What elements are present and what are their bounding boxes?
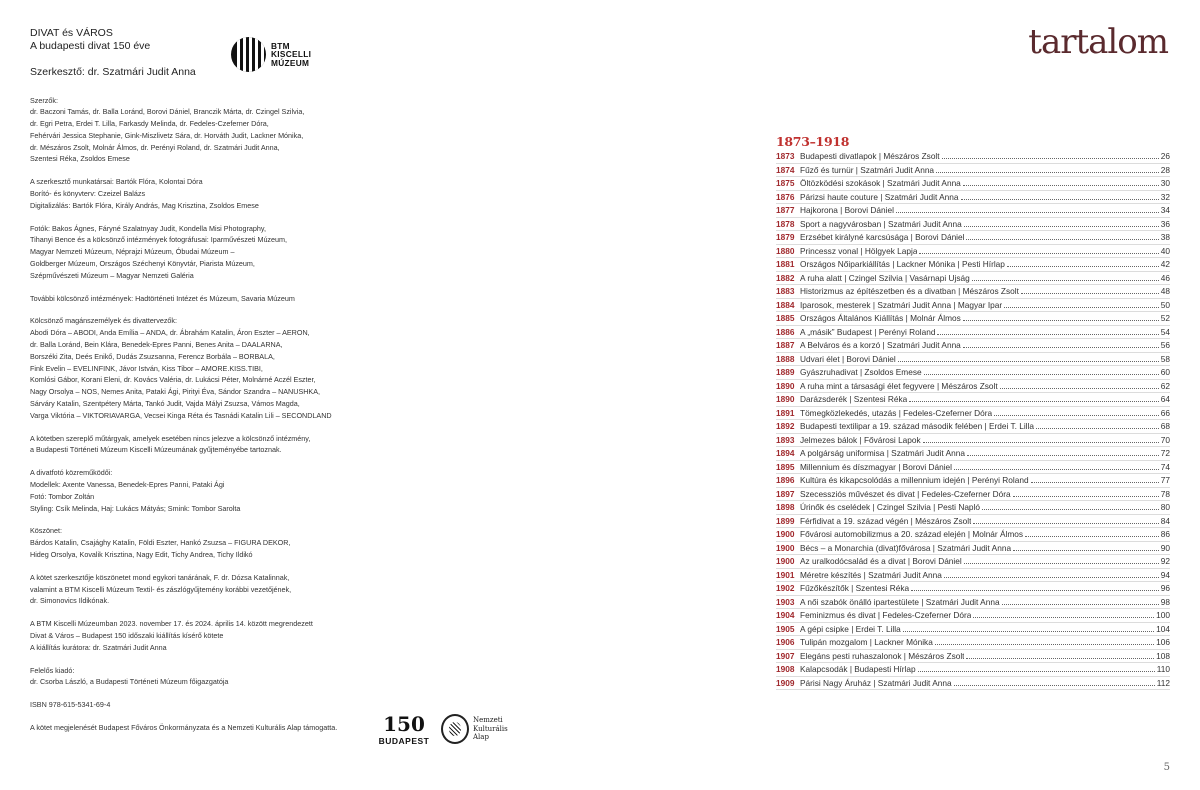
toc-leader-dots <box>972 280 1159 281</box>
toc-page-number: 58 <box>1160 353 1170 364</box>
toc-entry[interactable] <box>776 663 1170 677</box>
toc-entry[interactable] <box>776 299 1170 313</box>
imprint-line: a Budapesti Történeti Múzeum Kiscelli Múzeumának gyűjteményébe tartoznak. <box>30 445 282 455</box>
toc-page-number: 98 <box>1160 596 1170 607</box>
toc-year: 1909 <box>776 677 795 688</box>
toc-leader-dots <box>936 172 1159 173</box>
toc-title: Tömegközlekedés, utazás | Fedeles-Czeferner Dóra <box>800 407 993 418</box>
btm-logo-line2: KISCELLI <box>271 49 312 60</box>
imprint-block <box>30 525 410 560</box>
toc-leader-dots <box>963 185 1159 186</box>
toc-title: Úrinők és cselédek | Czingel Szilvia | Pesti Napló <box>800 502 981 512</box>
toc-leader-dots <box>924 374 1159 375</box>
toc-leader-dots <box>1004 307 1159 308</box>
imprint-line: Nagy Orsolya – NOS, Nemes Anita, Pataki Ági, Pirityi Éva, Sándor Szandra – NANUSHKA, <box>30 387 321 397</box>
toc-page-number: 40 <box>1160 245 1170 256</box>
imprint-line: A kiállítás kurátora: dr. Szatmári Judit Anna <box>30 642 167 652</box>
imprint-column <box>30 27 410 734</box>
toc-leader-dots <box>1031 482 1159 483</box>
toc-page-number: 70 <box>1160 434 1170 445</box>
toc-year: 1903 <box>776 596 795 607</box>
toc-leader-dots <box>1025 536 1159 537</box>
toc-page-number: 84 <box>1160 515 1170 526</box>
toc-page-number: 78 <box>1160 488 1170 499</box>
toc-year: 1874 <box>776 164 795 175</box>
toc-entry[interactable] <box>776 366 1170 380</box>
btm-logo-line3: MÚZEUM <box>271 57 310 68</box>
budapest-150-logo <box>378 712 430 756</box>
toc-leader-dots <box>1007 266 1159 267</box>
toc-entry[interactable] <box>776 636 1170 650</box>
toc-leader-dots <box>896 212 1159 213</box>
imprint-line: Fink Evelin – EVELINFINK, Jávor István, Kiss Tibor – AMORE.KISS.TIBI, <box>30 363 263 373</box>
toc-year: 1886 <box>776 326 795 337</box>
imprint-line: dr. Baczoni Tamás, dr. Balla Loránd, Borovi Dániel, Branczik Márta, dr. Czingel Szilvia, <box>30 107 305 117</box>
imprint-block <box>30 467 410 514</box>
toc-page-number: 28 <box>1160 164 1170 175</box>
toc-year: 1880 <box>776 245 795 256</box>
toc-title: Erzsébet királyné karcsúsága | Borovi Dániel <box>800 232 965 242</box>
btm-kiscelli-logo <box>231 37 311 72</box>
budapest-150-icon: 150 <box>383 712 425 736</box>
toc-entry[interactable] <box>776 515 1170 529</box>
toc-entry[interactable] <box>776 204 1170 218</box>
toc-title: Kultúra és kikapcsolódás a millennium idején | Perényi Roland <box>800 475 1029 485</box>
toc-entry[interactable] <box>776 312 1170 326</box>
toc-year: 1878 <box>776 218 795 229</box>
toc-page-number: 86 <box>1160 529 1170 539</box>
toc-entry[interactable] <box>776 407 1170 421</box>
imprint-block <box>30 572 410 607</box>
toc-entry[interactable] <box>776 150 1170 164</box>
toc-title: Fővárosi automobilizmus a 20. század elején | Molnár Álmos <box>800 529 1024 539</box>
toc-year: 1890 <box>776 380 795 391</box>
page-number: 5 <box>1163 762 1170 773</box>
toc-year: 1895 <box>776 461 795 472</box>
imprint-line: Hideg Orsolya, Kovalik Krisztina, Nagy Edit, Tichy Andrea, Tichy Ildikó <box>30 550 253 559</box>
toc-entry[interactable] <box>776 218 1170 232</box>
toc-page-number: 94 <box>1160 569 1170 580</box>
toc-entry[interactable] <box>776 555 1170 569</box>
toc-title: A Belváros és a korzó | Szatmári Judit Anna <box>800 340 961 350</box>
toc-title: Hajkorona | Borovi Dániel <box>800 205 894 215</box>
toc-page-number: 77 <box>1160 475 1170 485</box>
toc-title: Tulipán mozgalom | Lackner Mónika <box>800 637 933 647</box>
toc-year: 1883 <box>776 286 795 296</box>
toc-page-number: 32 <box>1160 191 1170 202</box>
imprint-line: dr. Balla Loránd, Bein Klára, Benedek-Epres Panni, Benes Anita – DAALARNA, <box>30 340 283 350</box>
editor-line: Szerkesztő: dr. Szatmári Judit Anna <box>30 66 196 78</box>
toc-title: Elegáns pesti ruhaszalonok | Mészáros Zsolt <box>800 650 965 661</box>
toc-entry[interactable] <box>776 380 1170 394</box>
toc-leader-dots <box>935 644 1154 645</box>
imprint-line: A kötetben szereplő műtárgyak, amelyek esetében nincs jelezve a kölcsönző intézmény, <box>30 433 311 443</box>
nka-logo-text <box>473 716 508 742</box>
toc-title: Historizmus az építészetben és a divatban | Mészáros Zsolt <box>800 286 1019 296</box>
toc-page-number: 112 <box>1156 677 1170 688</box>
toc-title: Országos Nőiparkiállítás | Lackner Mónika | Pesti Hírlap <box>800 259 1005 269</box>
toc-page-number: 96 <box>1160 583 1170 593</box>
toc-year: 1901 <box>776 569 795 580</box>
toc-title: Országos Általános Kiállítás | Molnár Álmos <box>800 313 961 323</box>
toc-page-number: 48 <box>1160 286 1170 296</box>
toc-title: Princessz vonal | Hölgyek Lapja <box>800 245 918 256</box>
toc-page-number: 60 <box>1160 367 1170 377</box>
toc-title: Udvari élet | Borovi Dániel <box>800 353 896 364</box>
toc-year: 1882 <box>776 272 795 283</box>
imprint-line: Abodi Dóra – ABODI, Anda Emília – ANDA, dr. Ábrahám Katalin, Áron Eszter – AERON, <box>30 328 310 338</box>
imprint-block <box>30 223 410 282</box>
toc-title: Bécs – a Monarchia (divat)fővárosa | Szatmári Judit Anna <box>800 542 1012 553</box>
toc-title: Férfidivat a 19. század végén | Mészáros Zsolt <box>800 515 972 526</box>
toc-entry[interactable] <box>776 447 1170 461</box>
toc-year: 1885 <box>776 313 795 323</box>
nka-logo-line2: Kulturális <box>473 724 508 733</box>
toc-leader-dots <box>923 442 1159 443</box>
toc-page-number: 64 <box>1160 394 1170 404</box>
toc-leader-dots <box>982 509 1159 510</box>
toc-entry[interactable] <box>776 191 1170 205</box>
btm-logo-text <box>271 42 311 68</box>
toc-leader-dots <box>1021 293 1159 294</box>
imprint-line: Sárváry Katalin, Szentpétery Márta, Tankó Judit, Vajda Mályi Zsuzsa, Vámos Magda, <box>30 399 300 409</box>
toc-page-number: 34 <box>1160 205 1170 215</box>
toc-leader-dots <box>919 253 1158 254</box>
toc-year: 1894 <box>776 448 795 458</box>
toc-year: 1899 <box>776 515 795 526</box>
toc-entry[interactable] <box>776 609 1170 623</box>
toc-page-number: 100 <box>1156 610 1170 620</box>
toc-year: 1900 <box>776 556 795 566</box>
toc-title: Feminizmus és divat | Fedeles-Czeferner Dóra <box>800 610 972 620</box>
toc-page-number: 72 <box>1160 448 1170 458</box>
toc-page-number: 68 <box>1160 421 1170 431</box>
toc-entry[interactable] <box>776 542 1170 556</box>
btm-logo-line1: BTM <box>271 40 290 51</box>
toc-entry[interactable] <box>776 501 1170 515</box>
btm-stripes-icon <box>231 37 266 72</box>
toc-title: A polgárság uniformisa | Szatmári Judit Anna <box>800 448 965 458</box>
toc-leader-dots <box>944 577 1159 578</box>
toc-entry[interactable] <box>776 461 1170 475</box>
toc-leader-dots <box>1036 428 1159 429</box>
toc-entry[interactable] <box>776 528 1170 542</box>
imprint-line: A kötet megjelenését Budapest Főváros Önkormányzata és a Nemzeti Kulturális Alap támogatta. <box>30 722 338 732</box>
toc-year: 1877 <box>776 205 795 215</box>
imprint-block <box>30 433 410 457</box>
toc-leader-dots <box>963 347 1159 348</box>
toc-year: 1905 <box>776 623 795 634</box>
imprint-line: Divat & Város – Budapest 150 időszaki kiállítás kísérő kötete <box>30 630 224 640</box>
toc-leader-dots <box>963 320 1159 321</box>
toc-entry[interactable] <box>776 596 1170 610</box>
toc-year: 1875 <box>776 178 795 188</box>
toc-entry[interactable] <box>776 164 1170 178</box>
toc-page-number: 108 <box>1156 650 1170 661</box>
imprint-line: Szépművészeti Múzeum – Magyar Nemzeti Galéria <box>30 270 194 280</box>
toc-title: Millennium és díszmagyar | Borovi Dániel <box>800 461 953 472</box>
toc-leader-dots <box>1002 604 1159 605</box>
toc-entry[interactable] <box>776 677 1170 691</box>
imprint-block <box>30 665 410 689</box>
book-title-line1: DIVAT és VÁROS <box>30 27 113 39</box>
imprint-line: Fotó: Tombor Zoltán <box>30 491 95 501</box>
imprint-line: Köszönet: <box>30 526 62 536</box>
imprint-line: A kötet szerkesztője köszönetet mond egykori tanárának, F. dr. Dózsa Katalinnak, <box>30 572 290 582</box>
toc-title: Budapesti textilipar a 19. század második felében | Erdei T. Lilla <box>800 421 1034 431</box>
toc-year: 1889 <box>776 367 795 377</box>
toc-page-number: 80 <box>1160 502 1170 512</box>
toc-title: A női szabók önálló ipartestülete | Szatmári Judit Anna <box>800 596 1000 607</box>
toc-leader-dots <box>973 617 1154 618</box>
imprint-line: Magyar Nemzeti Múzeum, Néprajzi Múzeum, Óbudai Múzeum – <box>30 247 235 257</box>
imprint-line: Varga Viktória – VIKTORIAVARGA, Vecsei Kinga Réta és Tasnádi Katalin Lili – SECONDLAND <box>30 410 332 420</box>
toc-page-number: 104 <box>1156 623 1170 634</box>
toc-year: 1907 <box>776 650 795 661</box>
toc-page-number: 110 <box>1156 664 1170 674</box>
toc-entry[interactable] <box>776 623 1170 637</box>
toc-page-number: 92 <box>1160 556 1170 566</box>
toc-leader-dots <box>918 671 1155 672</box>
imprint-line: További kölcsönző intézmények: Hadtörténeti Intézet és Múzeum, Savaria Múzeum <box>30 293 295 303</box>
imprint-line: Fehérvári Jessica Stephanie, Gink-Miszlivetz Sára, dr. Horváth Judit, Lackner Mónika, <box>30 130 304 140</box>
toc-leader-dots <box>903 631 1154 632</box>
toc-page-number: 54 <box>1160 326 1170 337</box>
imprint-block <box>30 722 410 734</box>
toc-entry[interactable] <box>776 488 1170 502</box>
era-heading: 1873–1918 <box>776 134 850 149</box>
toc-entry[interactable] <box>776 569 1170 583</box>
imprint-line: Styling: Csík Melinda, Haj: Lukács Mátyás; Smink: Tombor Sarolta <box>30 503 241 513</box>
toc-page-number: 36 <box>1160 218 1170 229</box>
toc-leader-dots <box>964 563 1159 564</box>
toc-entry[interactable] <box>776 177 1170 191</box>
toc-page-number: 56 <box>1160 340 1170 350</box>
toc-year: 1873 <box>776 151 795 161</box>
toc-leader-dots <box>961 199 1159 200</box>
toc-title: Az uralkodócsalád és a divat | Borovi Dániel <box>800 556 962 566</box>
toc-entry[interactable] <box>776 353 1170 367</box>
toc-page-number: 26 <box>1160 151 1170 161</box>
toc-title: Fűző és turnür | Szatmári Judit Anna <box>800 164 935 175</box>
toc-entry[interactable] <box>776 650 1170 664</box>
toc-page-number: 30 <box>1160 178 1170 188</box>
imprint-line: Tihanyi Bence és a kölcsönző intézmények fotográfusai: Iparművészeti Múzeum, <box>30 235 288 245</box>
imprint-line: Digitalizálás: Bartók Flóra, Király András, Mag Krisztina, Zsoldos Emese <box>30 200 259 210</box>
imprint-line: Szentesi Réka, Zsoldos Emese <box>30 154 130 164</box>
nka-logo-line3: Alap <box>473 733 489 742</box>
book-title-line2: A budapesti divat 150 éve <box>30 39 151 52</box>
budapest-wordmark: BUDAPEST <box>378 736 430 746</box>
toc-year: 1888 <box>776 353 795 364</box>
toc-entry[interactable] <box>776 474 1170 488</box>
toc-entry[interactable] <box>776 258 1170 272</box>
imprint-line: ISBN 978-615-5341-69-4 <box>30 700 111 710</box>
toc-leader-dots <box>1000 388 1159 389</box>
imprint-line: Borító- és könyvterv: Czeizel Balázs <box>30 189 146 199</box>
nka-logo-line1: Nemzeti <box>473 716 503 725</box>
imprint-line: Szerzők: <box>30 95 58 105</box>
toc-leader-dots <box>954 469 1159 470</box>
toc-title: A ruha alatt | Czingel Szilvia | Vasárnapi Ujság <box>800 272 970 283</box>
toc-leader-dots <box>966 239 1158 240</box>
imprint-line: valamint a BTM Kiscelli Múzeum Textil- és zászlógyűjtemény korábbi vezetőjének, <box>30 584 292 594</box>
toc-year: 1898 <box>776 502 795 512</box>
imprint-block <box>30 95 410 166</box>
imprint-block <box>30 315 410 421</box>
toc-title: Szecessziós művészet és divat | Fedeles-Czeferner Dóra <box>800 488 1011 499</box>
imprint-block <box>30 618 410 653</box>
toc-leader-dots <box>966 658 1154 659</box>
toc-title: A „másik” Budapest | Perényi Roland <box>800 326 936 337</box>
toc-entry[interactable] <box>776 339 1170 353</box>
toc-year: 1906 <box>776 637 795 647</box>
imprint-line: Komlósi Gábor, Korani Eleni, dr. Kovács Valéria, dr. Lukácsi Péter, Molnárné Aczél Eszter, <box>30 375 316 385</box>
imprint-line: Felelős kiadó: <box>30 665 75 675</box>
toc-title: Kalapcsodák | Budapesti Hírlap <box>800 664 916 674</box>
toc-leader-dots <box>964 226 1159 227</box>
imprint-line: Kölcsönző magánszemélyek és divattervezők: <box>30 316 178 326</box>
toc-entry[interactable] <box>776 285 1170 299</box>
imprint-line: A divatfotó közreműködői: <box>30 468 113 478</box>
toc-title: A gépi csipke | Erdei T. Lilla <box>800 623 901 634</box>
toc-entry[interactable] <box>776 393 1170 407</box>
nka-icon <box>441 714 469 744</box>
toc-entry[interactable] <box>776 326 1170 340</box>
contents-heading: tartalom <box>1028 22 1168 62</box>
toc-page-number: 62 <box>1160 380 1170 391</box>
toc-year: 1893 <box>776 434 795 445</box>
toc-title: Gyászruhadivat | Zsoldos Emese <box>800 367 922 377</box>
toc-year: 1890 <box>776 394 795 404</box>
toc-year: 1900 <box>776 529 795 539</box>
toc-leader-dots <box>1013 550 1159 551</box>
book-title <box>30 27 410 52</box>
toc-year: 1884 <box>776 299 795 310</box>
toc-leader-dots <box>898 361 1159 362</box>
toc-page-number: 42 <box>1160 259 1170 269</box>
imprint-line: dr. Egri Petra, Erdei T. Lilla, Farkasdy Melinda, dr. Fedeles-Czeferner Dóra, <box>30 119 269 129</box>
toc-page-number: 66 <box>1160 407 1170 418</box>
imprint-line: Fotók: Bakos Ágnes, Fáryné Szalatnyay Judit, Kondella Misi Photography, <box>30 223 266 233</box>
toc-entry[interactable] <box>776 272 1170 286</box>
toc-page-number: 90 <box>1160 542 1170 553</box>
toc-year: 1908 <box>776 664 795 674</box>
imprint-block <box>30 176 410 211</box>
toc-title: Budapesti divatlapok | Mészáros Zsolt <box>800 151 940 161</box>
toc-leader-dots <box>973 523 1158 524</box>
toc-title: Párisi Nagy Áruház | Szatmári Judit Anna <box>800 677 952 688</box>
toc-year: 1897 <box>776 488 795 499</box>
toc-year: 1904 <box>776 610 795 620</box>
toc-title: Méretre készítés | Szatmári Judit Anna <box>800 569 942 580</box>
toc-title: Jelmezes bálok | Fővárosi Lapok <box>800 434 921 445</box>
toc-year: 1881 <box>776 259 795 269</box>
toc-entry[interactable] <box>776 231 1170 245</box>
toc-page-number: 38 <box>1160 232 1170 242</box>
toc-year: 1892 <box>776 421 795 431</box>
toc-year: 1879 <box>776 232 795 242</box>
toc-title: Öltözködési szokások | Szatmári Judit Anna <box>800 178 961 188</box>
toc-year: 1876 <box>776 191 795 202</box>
toc-leader-dots <box>909 401 1158 402</box>
toc-leader-dots <box>954 685 1155 686</box>
toc-leader-dots <box>1013 496 1159 497</box>
toc-entry[interactable] <box>776 420 1170 434</box>
imprint-line: Borszéki Zita, Deés Enikő, Dudás Zsuzsanna, Ferencz Borbála – BORBALA, <box>30 351 275 361</box>
toc-title: Darázsderék | Szentesi Réka <box>800 394 908 404</box>
imprint-line: A szerkesztő munkatársai: Bartók Flóra, Kolontai Dóra <box>30 177 203 187</box>
toc-title: A ruha mint a társasági élet fegyvere | Mészáros Zsolt <box>800 380 998 391</box>
toc-leader-dots <box>911 590 1159 591</box>
toc-title: Iparosok, mesterek | Szatmári Judit Anna | Magyar Ipar <box>800 299 1003 310</box>
toc-page-number: 46 <box>1160 272 1170 283</box>
toc-leader-dots <box>937 334 1158 335</box>
toc-page-number: 52 <box>1160 313 1170 323</box>
imprint-line: dr. Csorba László, a Budapesti Történeti Múzeum főigazgatója <box>30 677 229 687</box>
toc-year: 1900 <box>776 542 795 553</box>
imprint-block <box>30 293 410 305</box>
table-of-contents <box>776 150 1170 690</box>
toc-page-number: 106 <box>1156 637 1170 647</box>
toc-year: 1896 <box>776 475 795 485</box>
toc-entry[interactable] <box>776 434 1170 448</box>
imprint-line: A BTM Kiscelli Múzeumban 2023. november 17. és 2024. április 14. között megrendezett <box>30 619 313 629</box>
toc-entry[interactable] <box>776 582 1170 596</box>
toc-year: 1902 <box>776 583 795 593</box>
imprint-line: dr. Simonovics Ildikónak. <box>30 596 110 606</box>
imprint-line: dr. Mészáros Zsolt, Molnár Álmos, dr. Perényi Roland, dr. Szatmári Judit Anna, <box>30 142 280 152</box>
imprint-line: Goldberger Múzeum, Országos Széchenyi Könyvtár, Piarista Múzeum, <box>30 259 255 269</box>
imprint-block <box>30 699 410 711</box>
toc-leader-dots <box>942 158 1159 159</box>
toc-year: 1891 <box>776 407 795 418</box>
toc-title: Fűzőkészítők | Szentesi Réka <box>800 583 910 593</box>
toc-leader-dots <box>994 415 1159 416</box>
imprint-line: Modellek: Axente Vanessa, Benedek-Epres Panni, Pataki Ági <box>30 480 225 490</box>
toc-page-number: 74 <box>1160 461 1170 472</box>
toc-page-number: 50 <box>1160 299 1170 310</box>
nka-logo <box>441 714 508 744</box>
toc-leader-dots <box>967 455 1159 456</box>
imprint-blocks <box>30 95 410 734</box>
toc-title: Sport a nagyvárosban | Szatmári Judit Anna <box>800 218 962 229</box>
toc-entry[interactable] <box>776 245 1170 259</box>
toc-year: 1887 <box>776 340 795 350</box>
toc-title: Párizsi haute couture | Szatmári Judit Anna <box>800 191 959 202</box>
imprint-line: Bárdos Katalin, Csajághy Katalin, Földi Eszter, Hankó Zsuzsa – FIGURA DEKOR, <box>30 538 291 548</box>
